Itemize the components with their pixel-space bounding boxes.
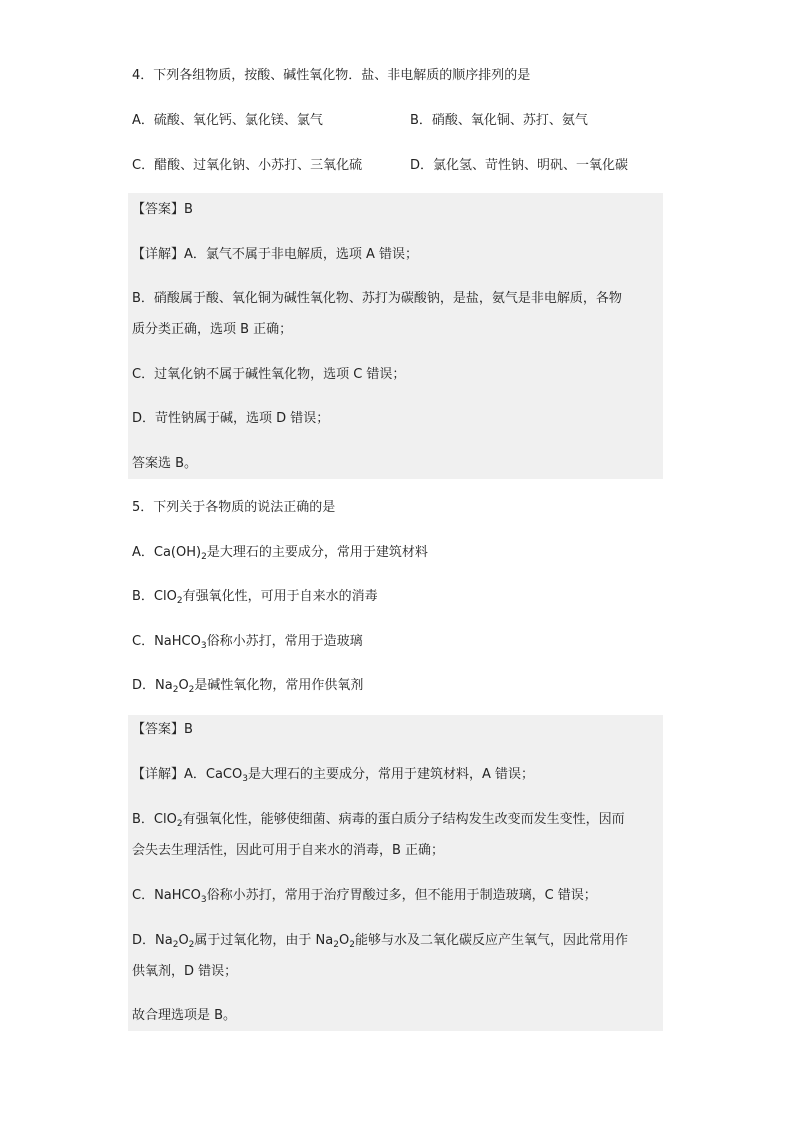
q4-detail-c: C．过氧化钠不属于碱性氧化物，选项 C 错误； [132,367,406,382]
q5-detail-a: 【详解】A．CaCO$_3$是大理石的主要成分，常用于建筑材料，A 错误； [132,767,535,784]
q5-option-b: B．ClO$_2$有强氧化性，可用于自来水的消毒 [132,589,378,606]
q5-answer: 【答案】B [132,722,193,737]
q5-detail-d-line2: 供氧剂，D 错误； [132,964,238,979]
q4-option-b: B．硝酸、氧化铜、苏打、氨气 [410,113,588,128]
q4-detail-d: D．苛性钠属于碱，选项 D 错误； [132,411,330,426]
q4-detail-a: 【详解】A．氯气不属于非电解质，选项 A 错误； [132,247,419,262]
q5-option-a: A．$Ca(OH)_2$是大理石的主要成分，常用于建筑材料 [132,545,428,562]
q5-detail-b-line2: 会失去生理活性，因此可用于自来水的消毒，B 正确； [132,843,445,858]
q4-option-c: C．醋酸、过氧化钠、小苏打、三氧化硫 [132,158,363,173]
q5-detail-b-line1: B．ClO$_2$有强氧化性，能够使细菌、病毒的蛋白质分子结构发生改变而发生变性，因而 [132,812,625,829]
q5-detail-d-line1: D．$Na_2O_2$属于过氧化物，由于 $Na_2O_2$能够与水及二氧化碳反应产生氧气，因此常用作 [132,933,628,950]
q4-detail-b-line1: B．硝酸属于酸、氧化铜为碱性氧化物、苏打为碳酸钠，是盐，氨气是非电解质，各物 [132,291,622,306]
q4-conclusion: 答案选 B。 [132,456,198,471]
q4-detail-b-line2: 质分类正确，选项 B 正确； [132,322,293,337]
q5-option-d: D．$Na_2O_2$是碱性氧化物，常用作供氧剂 [132,678,364,695]
q4-option-a: A．硫酸、氧化钙、氯化镁、氯气 [132,113,323,128]
q5-answer-shade [128,715,663,1031]
q5-conclusion: 故合理选项是 B。 [132,1008,237,1023]
q4-answer: 【答案】B [132,202,193,217]
q5-stem: 5．下列关于各物质的说法正确的是 [132,500,336,515]
q4-option-d: D．氯化氢、苛性钠、明矾、一氧化碳 [410,158,629,173]
q4-stem: 4．下列各组物质，按酸、碱性氧化物．盐、非电解质的顺序排列的是 [132,68,531,83]
q5-option-c: C．NaHCO$_3$俗称小苏打，常用于造玻璃 [132,634,363,651]
q5-detail-c: C．NaHCO$_3$俗称小苏打，常用于治疗胃酸过多，但不能用于制造玻璃，C 错误； [132,888,597,905]
